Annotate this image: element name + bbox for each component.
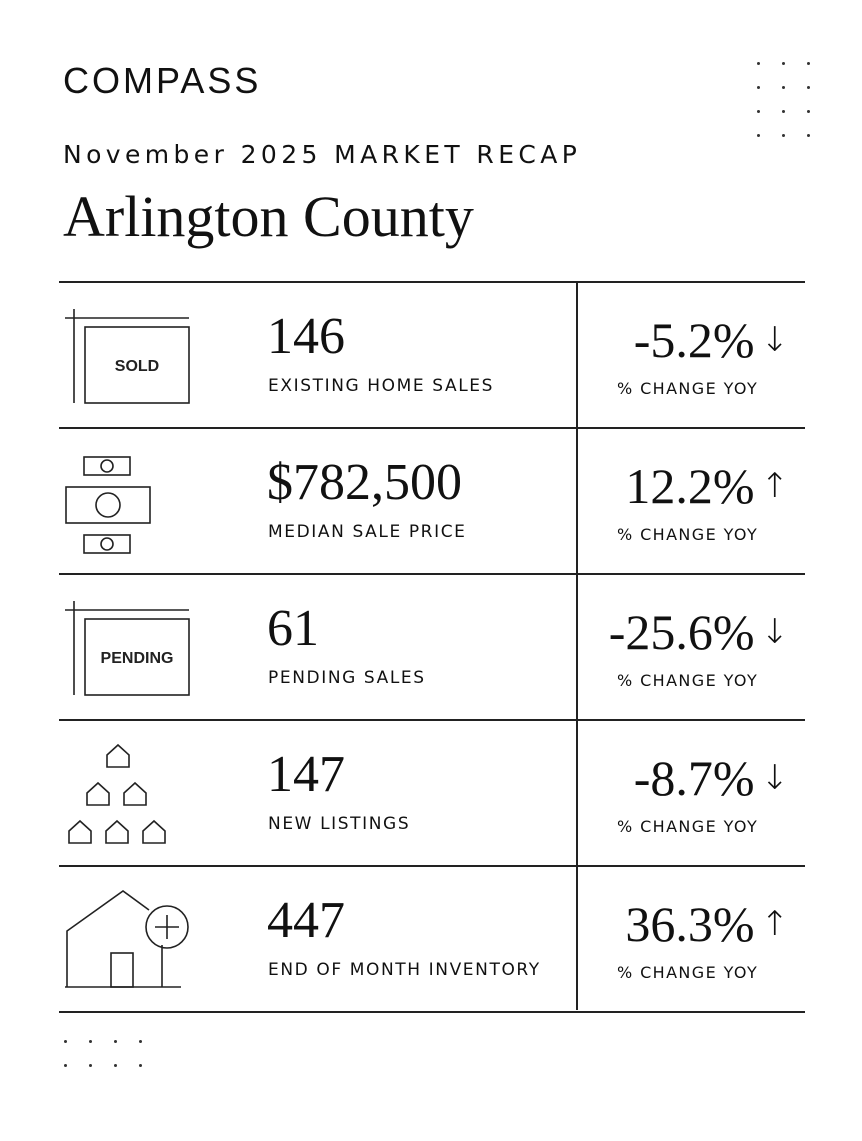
houses-pyramid-icon: [59, 721, 199, 865]
metric-label: END OF MONTH INVENTORY: [268, 960, 541, 980]
metric-label: EXISTING HOME SALES: [268, 376, 494, 396]
dot: [139, 1040, 142, 1043]
change-label: % CHANGE YOY: [617, 817, 759, 836]
page-subtitle: November 2025 MARKET RECAP: [63, 140, 582, 169]
metric-row-end-of-month-inventory: [59, 867, 805, 1013]
metric-label: PENDING SALES: [268, 668, 426, 688]
change-label: % CHANGE YOY: [617, 525, 759, 544]
change-value: 12.2%: [625, 458, 755, 514]
dot: [782, 134, 785, 137]
decorative-dots-top: [757, 62, 832, 158]
metric-change: [633, 750, 789, 806]
metric-value: 147: [267, 746, 345, 803]
dot: [757, 110, 760, 113]
metric-value: 61: [267, 600, 319, 657]
metric-value: 447: [267, 892, 345, 949]
house-plus-icon: [59, 867, 199, 1011]
metric-label: NEW LISTINGS: [268, 814, 411, 834]
change-label: % CHANGE YOY: [617, 379, 759, 398]
dot: [89, 1040, 92, 1043]
dot: [807, 86, 810, 89]
metric-value: $782,500: [267, 454, 462, 511]
svg-text:PENDING: PENDING: [100, 650, 174, 667]
page-title: Arlington County: [63, 184, 474, 249]
svg-text:SOLD: SOLD: [114, 358, 160, 375]
dot: [807, 110, 810, 113]
metric-row-new-listings: [59, 721, 805, 867]
dot: [64, 1040, 67, 1043]
column-divider: [576, 281, 578, 1010]
dot: [807, 62, 810, 65]
change-value: -25.6%: [608, 604, 755, 660]
metric-change: [625, 896, 789, 952]
dot: [64, 1064, 67, 1067]
dot: [89, 1064, 92, 1067]
dot: [782, 86, 785, 89]
change-value: -5.2%: [633, 312, 755, 368]
metric-change: [608, 604, 789, 660]
dot: [782, 62, 785, 65]
arrow-up-icon: ↑: [760, 466, 789, 506]
dot: [139, 1064, 142, 1067]
arrow-up-icon: ↑: [760, 904, 789, 944]
dot: [807, 134, 810, 137]
dot: [757, 86, 760, 89]
arrow-down-icon: ↓: [760, 758, 789, 798]
dot: [782, 110, 785, 113]
metric-row-pending-sales: [59, 575, 805, 721]
metric-label: MEDIAN SALE PRICE: [268, 522, 467, 542]
dot: [757, 134, 760, 137]
decorative-dots-bottom: [64, 1040, 164, 1088]
metric-row-existing-home-sales: [59, 283, 805, 429]
sold-sign-icon: [59, 283, 199, 427]
metrics-table: [59, 281, 805, 1013]
dot: [114, 1064, 117, 1067]
arrow-down-icon: ↓: [760, 612, 789, 652]
metric-row-median-sale-price: [59, 429, 805, 575]
dot: [114, 1040, 117, 1043]
metric-change: [633, 312, 789, 368]
compass-logo: COMPASS: [63, 60, 262, 101]
metric-change: [625, 458, 789, 514]
change-label: % CHANGE YOY: [617, 671, 759, 690]
change-value: 36.3%: [625, 896, 755, 952]
dot: [757, 62, 760, 65]
metric-value: 146: [267, 308, 345, 365]
change-label: % CHANGE YOY: [617, 963, 759, 982]
money-stack-icon: [59, 429, 199, 573]
pending-sign-icon: [59, 575, 199, 719]
arrow-down-icon: ↓: [760, 320, 789, 360]
change-value: -8.7%: [633, 750, 755, 806]
